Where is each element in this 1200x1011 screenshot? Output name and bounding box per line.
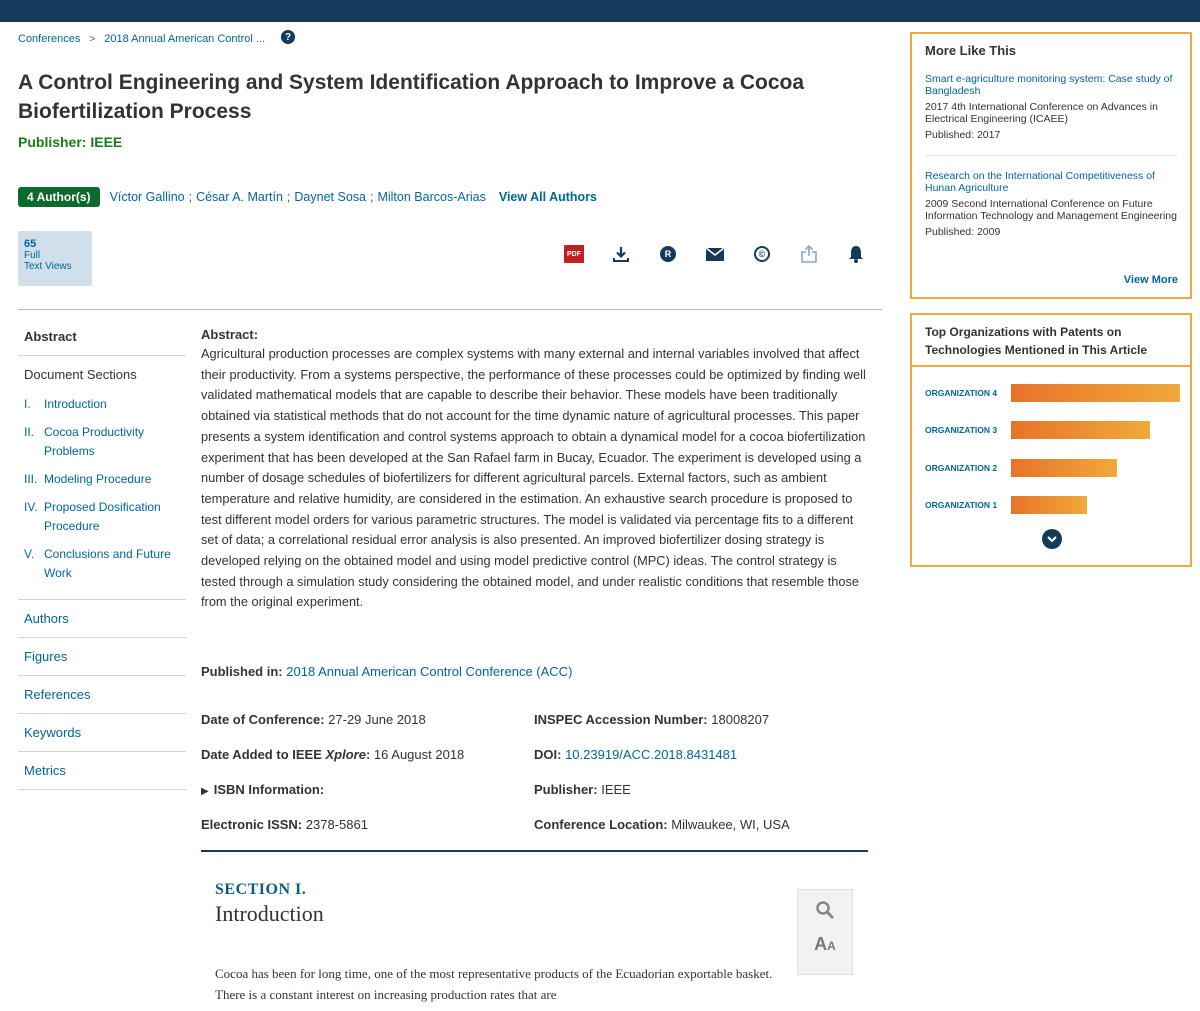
electronic-issn: Electronic ISSN: 2378-5861 [201, 817, 368, 832]
bell-icon [848, 245, 864, 263]
org-row[interactable] [925, 384, 1180, 402]
email-icon [706, 248, 724, 261]
document-sections [18, 356, 186, 600]
nav-metrics[interactable]: Metrics [18, 752, 186, 790]
abstract-text: Agricultural production processes are complex systems with many external and internal variables involved that affect their productivity. From a systems perspective, the performance of these processes could be optimized by finding well validated mathematical models that are capable to describe their behavior. These models have been traditionally obtained via statistical methods that do not account for the time dynamic nature of agricultural processes. This paper presents a system identification and control systems approach to obtain a dynamical model for a cocoa biofertilization experiment that has been developed at the San Rafael farm in Bucay, Ecuador. The experiment is developed using a number of dosage schedules of biofertilizers for different agricultural parcels. External factors, such as ambient temperature and relative humidity, are considered in the estimation. An exhaustive search procedure is proposed to test different model orders for various parametric structures. The model is validated via percentage fits to a different set of data; a correlational residual error analysis is also presented. An improved biofertilizer dosing strategy is developed relying on the obtained model and using model predictive control (MPC) ideas. The control strategy is tested through a simulation study considering the obtained model, and under realistic conditions that resemble those from the original experiment. [201, 346, 866, 610]
email-button[interactable] [703, 243, 727, 265]
view-more-link[interactable]: View More [1123, 274, 1178, 286]
nav-abstract[interactable]: Abstract [18, 320, 186, 356]
breadcrumb-conference[interactable]: 2018 Annual American Control ... [104, 33, 266, 45]
help-icon[interactable]: ? [281, 30, 295, 44]
author-link[interactable]: Daynet Sosa [294, 190, 366, 204]
related-article [925, 170, 1177, 252]
author-link[interactable]: Milton Barcos-Arias [377, 190, 486, 204]
reader-tools [797, 889, 853, 975]
article-publisher: Publisher: IEEE [18, 134, 123, 150]
section-number: SECTION I. [215, 881, 307, 898]
alerts-button[interactable] [844, 243, 868, 265]
date-of-conference: Date of Conference: 27-29 June 2018 [201, 712, 426, 727]
nav-section-dosification-procedure[interactable]: IV. Proposed Dosification Procedure [24, 500, 161, 533]
isbn-toggle[interactable]: ▶ ISBN Information: [201, 782, 325, 797]
views-label-line2: Text Views [24, 261, 72, 272]
nav-section-cocoa-productivity[interactable]: II. Cocoa Productivity Problems [24, 425, 145, 458]
views-count: 65 [24, 238, 37, 250]
org-row[interactable] [925, 421, 1150, 439]
download-icon [612, 245, 630, 263]
org-label: ORGANIZATION 3 [925, 425, 998, 435]
article-metadata [201, 712, 869, 852]
pdf-button[interactable] [562, 243, 586, 265]
views-label-line1: Full [24, 250, 41, 261]
org-label: ORGANIZATION 2 [925, 463, 998, 473]
authors-row: 4 Author(s) Víctor Gallino ; César A. Martín ; Daynet Sosa ; Milton Barcos-Arias View All Authors [18, 187, 597, 207]
org-bar [1011, 459, 1117, 477]
author-link[interactable]: César A. Martín [196, 190, 283, 204]
authors-count-button[interactable]: 4 Author(s) [18, 187, 100, 207]
font-size-icon: A [814, 934, 828, 954]
related-article-conference: 2009 Second International Conference on Future Information Technology and Management Engineering [925, 198, 1177, 222]
published-in [201, 664, 572, 679]
section-title: Introduction [215, 901, 324, 926]
doi: DOI: 10.23919/ACC.2018.8431481 [534, 747, 738, 762]
chevron-down-icon[interactable] [1042, 529, 1062, 549]
date-added: Date Added to IEEE Xplore: 16 August 2018 [201, 747, 465, 762]
org-row[interactable] [925, 496, 1087, 514]
breadcrumb [18, 33, 295, 45]
org-label: ORGANIZATION 1 [925, 500, 998, 510]
article-title: A Control Engineering and System Identification Approach to Improve a Cocoa Biofertilization Process [18, 71, 805, 123]
article-toolbar [562, 243, 868, 265]
doi-link[interactable]: 10.23919/ACC.2018.8431481 [565, 747, 738, 762]
nav-authors[interactable]: Authors [18, 600, 186, 638]
download-button[interactable] [609, 243, 633, 265]
nav-section-conclusions[interactable]: V. Conclusions and Future Work [24, 547, 171, 580]
abstract-section [201, 327, 869, 613]
header-divider [18, 309, 882, 310]
copyright-icon: © [754, 246, 770, 262]
search-icon [815, 900, 835, 920]
nav-references[interactable]: References [18, 676, 186, 714]
inspec-number: INSPEC Accession Number: 18008207 [534, 712, 770, 727]
top-navigation-bar [0, 0, 1200, 22]
related-article-conference: 2017 4th International Conference on Advances in Electrical Engineering (ICAEE) [925, 101, 1158, 125]
org-bar [1011, 384, 1180, 402]
rights-permissions-button[interactable] [656, 243, 680, 265]
nav-section-introduction[interactable]: I. Introduction [24, 397, 107, 411]
abstract-label: Abstract: [201, 327, 259, 342]
more-like-this-title: More Like This [925, 43, 1017, 58]
meta-publisher: Publisher: IEEE [534, 782, 631, 797]
related-article-published: Published: 2009 [925, 226, 1001, 238]
breadcrumb-conferences[interactable]: Conferences [18, 33, 81, 45]
published-in-link[interactable]: 2018 Annual American Control Conference (ACC) [286, 664, 573, 679]
org-bar [1011, 496, 1087, 514]
published-in-label: Published in: [201, 664, 283, 679]
org-bar [1011, 421, 1150, 439]
related-article [925, 73, 1177, 156]
rights-icon: R [660, 246, 676, 262]
copyright-button[interactable] [750, 243, 774, 265]
more-like-this-panel [910, 32, 1192, 299]
related-article-link[interactable]: Smart e-agriculture monitoring system: Case study of Bangladesh [925, 73, 1173, 97]
org-row[interactable] [925, 459, 1117, 477]
share-button[interactable] [797, 243, 821, 265]
nav-figures[interactable]: Figures [18, 638, 186, 676]
top-organizations-panel [910, 313, 1192, 567]
nav-keywords[interactable]: Keywords [18, 714, 186, 752]
pdf-icon: PDF [564, 245, 584, 263]
document-sections-header: Document Sections [24, 367, 137, 382]
section-divider [201, 850, 868, 852]
author-link[interactable]: Víctor Gallino [109, 190, 185, 204]
share-icon [801, 245, 817, 263]
font-size-button[interactable]: AA [814, 934, 836, 954]
related-article-published: Published: 2017 [925, 129, 1001, 141]
related-article-link[interactable]: Research on the International Competitiveness of Hunan Agriculture [925, 170, 1155, 194]
document-nav [18, 320, 186, 790]
conference-location: Conference Location: Milwaukee, WI, USA [534, 817, 790, 832]
caret-right-icon: ▶ [201, 786, 209, 797]
view-all-authors-link[interactable]: View All Authors [498, 190, 598, 204]
org-label: ORGANIZATION 4 [925, 388, 998, 398]
nav-section-modeling-procedure[interactable]: III. Modeling Procedure [24, 472, 152, 486]
full-text-views-metric[interactable] [18, 231, 92, 286]
breadcrumb-separator: > [89, 33, 96, 45]
search-in-document-button[interactable] [815, 900, 835, 934]
section-body-text: Cocoa has been for long time, one of the most representative products of the Ecuadorian exportable basket. There is a constant interest on increasing production rates that are [215, 966, 773, 1002]
top-organizations-title: Top Organizations with Patents on Technologies Mentioned in This Article [912, 315, 1190, 367]
